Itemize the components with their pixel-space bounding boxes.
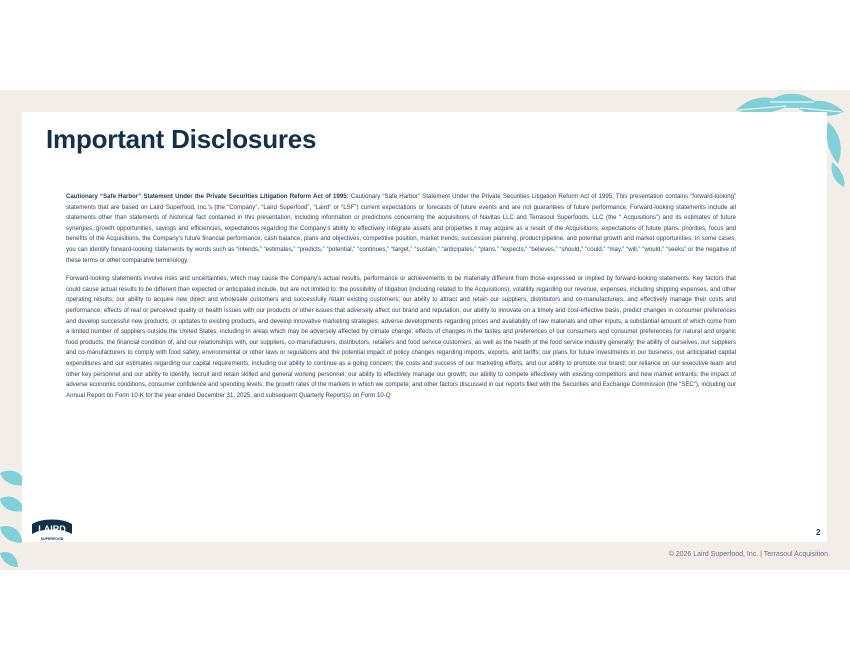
safe-harbor-text: Cautionary “Safe Harbor” Statement Under the Private Securities Litigation Reform Act of 1995: This presentation contains “forward-looking” statements that are based on Laird Superfood, Inc.’s (the “Company”, “Laird Superfood”, “Laird” or “LSF”) current expectations or forecasts of future events and are not guarantees of future performance. Forward-looking statements include all statements other than statements of historical fact contained in this presentation, including information or predictions concerning the acquisitions of Navitas LLC and Terrasoul Superfoods, LLC (the “ Acquisitions”) and its estimates of future synergies, growth opportunities, savings and efficiencies, expectations regarding the Company’s ability to effectively integrate assets and properties it may acquire as a result of the Acquisitions, expectations of future plans, priorities, focus and benefits of the Acquisitions, the Company’s future financial performance, cash balance, plans and objectives, competitive position, market trends, succession planning, product pipeline, and potential growth and market opportunities. In some cases, you can identify forward-looking statements by words such as “intends,” “estimates,” “predicts,” “potential,” “continues,” “target,” “sustain,” “anticipates,” “plans,” “expects,” “believes,” “should,” “could,” “may,” “will,” “would,” “seeks” or the negative of these terms or other comparable terminology. <box>66 193 736 264</box>
logo-sub-text: SUPERFOOD <box>40 537 64 541</box>
laird-superfood-logo <box>30 516 74 546</box>
page-number: 2 <box>816 528 821 537</box>
footer-copyright: © 2026 Laird Superfood, Inc. | Terrasoul Acquisition <box>668 551 828 558</box>
page-title: Important Disclosures <box>46 124 317 154</box>
disclosure-body <box>66 192 736 409</box>
logo-brand-text: LAIRD <box>38 524 66 534</box>
safe-harbor-heading: Cautionary “Safe Harbor” Statement Under the Private Securities Litigation Reform Act of 1995: <box>66 193 349 200</box>
risk-factors-paragraph: Forward-looking statements involve risks and uncertainties, which may cause the Company’s actual results, performance or achievements to be materially different from those expressed or implied by forward-looking statements. Key factors that could cause actual results to be different than expected or anticipated include, but are not limited to: the possibility of litigation (including related to the Acquisitions), volatility regarding our revenue, expenses, including shipping expenses, and other operating results; our ability to acquire new direct and wholesale customers and successfully retain existing customers; our ability to attract and retain our suppliers, distributors and co-manufacturers, and effectively manage their costs and performance; effects of real or perceived quality or health issues with our products or other issues that adversely affect our brand and reputation; our ability to innovate on a timely and cost-effective basis, predict changes in consumer preferences and develop successful new products, or updates to existing products, and develop innovative marketing strategies; adverse developments regarding prices and availability of raw materials and other inputs, a substantial amount of which come from a limited number of suppliers outside the United States, including in areas which may be adversely affected by climate change; effects of changes in the tastes and preferences of our consumers and consumer preferences for natural and organic food products; the financial condition of, and our relationships with, our suppliers, co-manufacturers, distributors, retailers and food service customers, as well as the health of the food service industry generally; the ability of ourselves, our suppliers and co-manufacturers to comply with food safety, environmental or other laws or regulations and the potential impact of policy changes regarding imports, exports, and tariffs; our plans for future investments in our business, our anticipated capital expenditures and our estimates regarding our capital requirements, including our ability to continue as a going concern; the costs and success of our marketing efforts, and our ability to promote our brand; our reliance on our executive team and other key personnel and our ability to identify, recruit and retain skilled and general working personnel; our ability to effectively manage our growth; our ability to compete effectively with existing competitors and new market entrants; the impact of adverse economic conditions, consumer confidence and spending levels; the growth rates of the markets in which we compete; and other factors discussed in our reports filed with the Securities and Exchange Commission (the “SEC”), including our Annual Report on Form 10-K for the year ended December 31, 2025, and subsequent Quarterly Report(s) on Form 10-Q <box>66 275 736 399</box>
disclosure-paragraph <box>66 192 736 266</box>
